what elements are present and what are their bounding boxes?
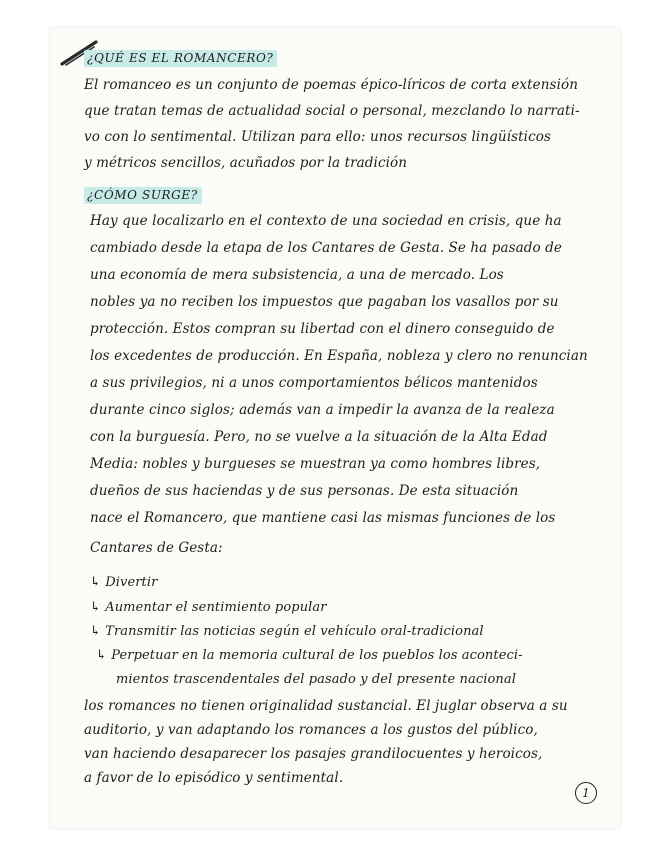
paragraph-line: los excedentes de producción. En España, nobleza y clero no renuncian <box>90 348 588 364</box>
paragraph-line: Cantares de Gesta: <box>90 540 223 556</box>
heading-what-is-romancero: ¿QUÉ ES EL ROMANCERO? <box>84 50 277 67</box>
paragraph-line: protección. Estos compran su libertad con el dinero conseguido de <box>90 321 555 337</box>
paragraph-line: que tratan temas de actualidad social o personal, mezclando lo narrati- <box>84 103 580 119</box>
paragraph-line: los romances no tienen originalidad sustancial. El juglar observa a su <box>84 698 568 714</box>
paragraph-line: con la burguesía. Pero, no se vuelve a la situación de la Alta Edad <box>90 429 548 445</box>
paragraph-line: El romanceo es un conjunto de poemas épico-líricos de corta extensión <box>84 77 579 93</box>
paragraph-line: vo con lo sentimental. Utilizan para ello: unos recursos lingüísticos <box>84 129 551 145</box>
list-item: ↳ Perpetuar en la memoria cultural de los pueblos los aconteci- <box>96 648 523 663</box>
paragraph-line: Media: nobles y burgueses se muestran ya como hombres libres, <box>90 456 541 472</box>
paragraph-line: dueños de sus haciendas y de sus personas. De esta situación <box>90 483 519 499</box>
paragraph-line: Hay que localizarlo en el contexto de una sociedad en crisis, que ha <box>90 213 562 229</box>
paragraph-line: van haciendo desaparecer los pasajes grandilocuentes y heroicos, <box>84 746 543 762</box>
paragraph-line: a sus privilegios, ni a unos comportamientos bélicos mantenidos <box>90 375 538 391</box>
list-item: ↳ Divertir <box>90 575 158 590</box>
list-item: ↳ Aumentar el sentimiento popular <box>90 600 327 615</box>
paragraph-line: cambiado desde la etapa de los Cantares de Gesta. Se ha pasado de <box>90 240 562 256</box>
list-item-continuation: mientos trascendentales del pasado y del presente nacional <box>116 672 516 687</box>
page-number: 1 <box>575 782 597 804</box>
paragraph-line: una economía de mera subsistencia, a una de mercado. Los <box>90 267 504 283</box>
paragraph-line: a favor de lo episódico y sentimental. <box>84 770 344 786</box>
paragraph-line: nobles ya no reciben los impuestos que pagaban los vasallos por su <box>90 294 559 310</box>
paragraph-line: durante cinco siglos; además van a impedir la avanza de la realeza <box>90 402 555 418</box>
paragraph-line: auditorio, y van adaptando los romances a los gustos del público, <box>84 722 538 738</box>
paragraph-line: nace el Romancero, que mantiene casi las mismas funciones de los <box>90 510 556 526</box>
heading-how-it-arises: ¿CÓMO SURGE? <box>84 187 202 204</box>
paragraph-line: y métricos sencillos, acuñados por la tradición <box>84 155 408 171</box>
list-item: ↳ Transmitir las noticias según el vehículo oral-tradicional <box>90 624 484 639</box>
